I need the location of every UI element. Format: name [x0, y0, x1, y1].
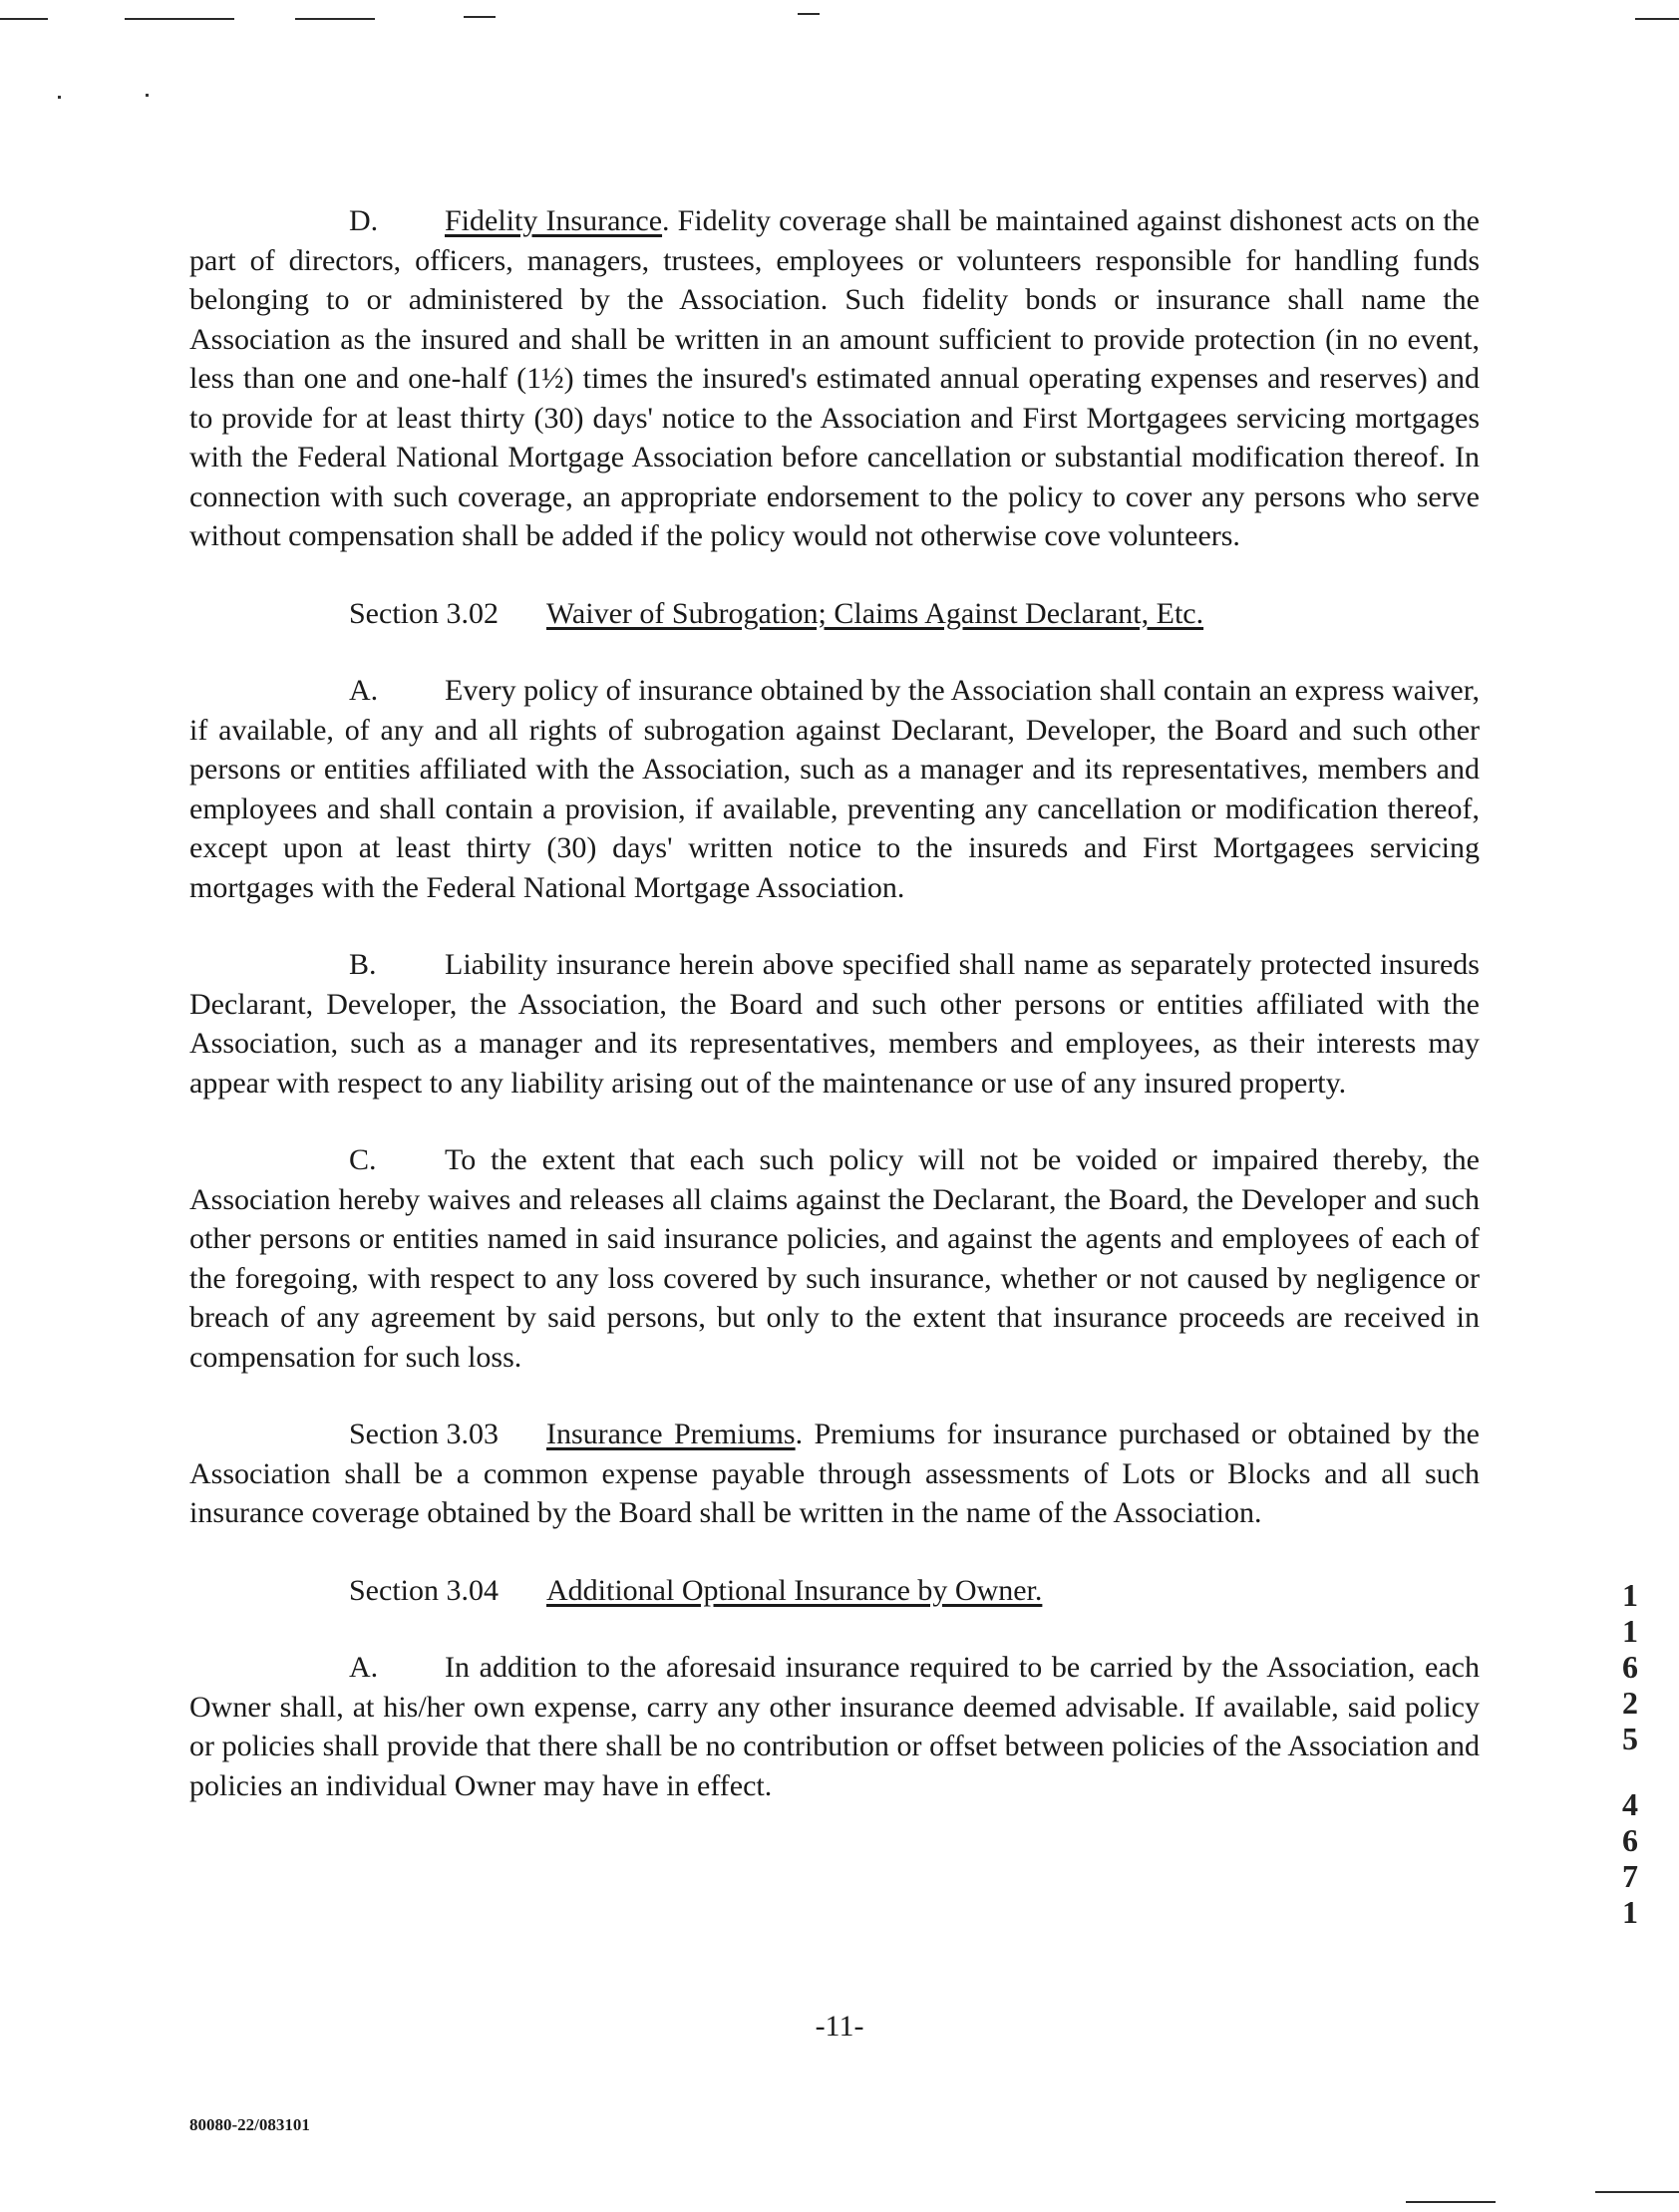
paragraph-waiver-b: [189, 945, 1480, 1103]
section-title: Additional Optional Insurance by Owner.: [546, 1573, 1043, 1607]
section-number: Section 3.02: [349, 596, 499, 630]
paragraph-waiver-c: [189, 1140, 1480, 1377]
section-number: Section 3.03: [349, 1418, 499, 1450]
paragraph-letter: A.: [349, 674, 379, 707]
body-text: [189, 201, 1480, 1843]
scan-artifact: [1406, 2201, 1496, 2203]
paragraph-text: To the extent that each such policy will not be voided or impaired thereby, the Association hereby waives and releases all claims against the Declarant, the Board, the Developer and such other persons or entities named in said insurance policies, and against the agents and employees of each of the foregoing, with respect to any loss covered by such insurance, whether or not caused by negligence or breach of any agreement by said persons, but only to the extent that insurance proceeds are received in compensation for such loss.: [189, 1143, 1480, 1374]
paragraph-text: In addition to the aforesaid insurance required to be carried by the Association, each Owner shall, at his/her own expense, carry any other insurance deemed advisable. If available, said policy or policies shall provide that there shall be no contribution or offset between policies of the Association and policies an individual Owner may have in effect.: [189, 1651, 1480, 1802]
paragraph-text: . Premiums for insurance purchased or obtained by the Association shall be a common expense payable through assessments of Lots or Blocks and all such insurance coverage obtained by the Board shall be written in the name of the Association.: [189, 1418, 1480, 1529]
stamp-digit: 1: [1622, 1613, 1638, 1649]
scan-artifact: [125, 18, 234, 20]
paragraph-letter: C.: [349, 1143, 377, 1176]
paragraph-letter: D.: [349, 204, 379, 237]
scan-artifact: [464, 16, 496, 18]
stamp-digit: 4: [1622, 1786, 1638, 1822]
stamp-digit: 5: [1622, 1721, 1638, 1756]
section-heading-3-02: [189, 594, 1480, 634]
scan-artifact: [295, 18, 375, 20]
section-number: Section 3.04: [349, 1573, 499, 1607]
page-number: -11-: [815, 2010, 864, 2043]
stamp-digit: 1: [1622, 1577, 1638, 1613]
paragraph-text: . Fidelity coverage shall be maintained against dishonest acts on the part of directors, officers, managers, trustees, employees or volunteers responsible for handling funds belonging to or administered by the Association. Such fidelity bonds or insurance shall name the Association as the insured and shall be written in an amount sufficient to provide protection (in no event, less than one and one-half (1½) times the insured's estimated annual operating expenses and reserves) and to provide for at least thirty (30) days' notice to the Association and First Mortgagees servicing mortgages with the Federal National Mortgage Association before cancellation or substantial modification thereof. In connection with such coverage, an appropriate endorsement to the policy to cover any persons who serve without compensation shall be added if the policy would not otherwise cove volunteers.: [189, 204, 1480, 552]
paragraph-waiver-a: [189, 671, 1480, 907]
scan-artifact: [58, 96, 61, 99]
stamp-digit: 7: [1622, 1858, 1638, 1894]
stamp-digit: 2: [1622, 1685, 1638, 1721]
scan-artifact: [798, 13, 820, 15]
stamp-digit: 1: [1622, 1894, 1638, 1930]
recording-stamp: [1615, 1577, 1645, 1930]
scan-artifact: [1595, 2191, 1679, 2193]
scan-artifact: [146, 94, 149, 97]
paragraph-letter: B.: [349, 948, 377, 981]
paragraph-fidelity-insurance: [189, 201, 1480, 556]
stamp-digit: 6: [1622, 1649, 1638, 1685]
paragraph-title: Fidelity Insurance: [445, 204, 663, 237]
document-id: 80080-22/083101: [189, 2115, 310, 2134]
paragraph-letter: A.: [349, 1651, 379, 1684]
stamp-digit: 6: [1622, 1822, 1638, 1858]
section-heading-3-04: [189, 1571, 1480, 1611]
paragraph-optional-a: [189, 1648, 1480, 1805]
scan-artifact: [1635, 18, 1679, 20]
scan-artifact: [0, 18, 48, 20]
section-title: Waiver of Subrogation; Claims Against Declarant, Etc.: [546, 596, 1204, 630]
section-3-03-insurance-premiums: [189, 1415, 1480, 1533]
paragraph-text: Every policy of insurance obtained by the Association shall contain an express waiver, if available, of any and all rights of subrogation against Declarant, Developer, the Board and such other persons or entities affiliated with the Association, such as a manager and its representatives, members and employees and shall contain a provision, if available, preventing any cancellation or modification thereof, except upon at least thirty (30) days' written notice to the insureds and First Mortgagees servicing mortgages with the Federal National Mortgage Association.: [189, 674, 1480, 904]
paragraph-text: Liability insurance herein above specified shall name as separately protected insureds Declarant, Developer, the Association, the Board and such other persons or entities affiliated with the Association, such as a manager and its representatives, members and employees, as their interests may appear with respect to any liability arising out of the maintenance or use of any insured property.: [189, 948, 1480, 1100]
section-title: Insurance Premiums: [546, 1418, 796, 1450]
